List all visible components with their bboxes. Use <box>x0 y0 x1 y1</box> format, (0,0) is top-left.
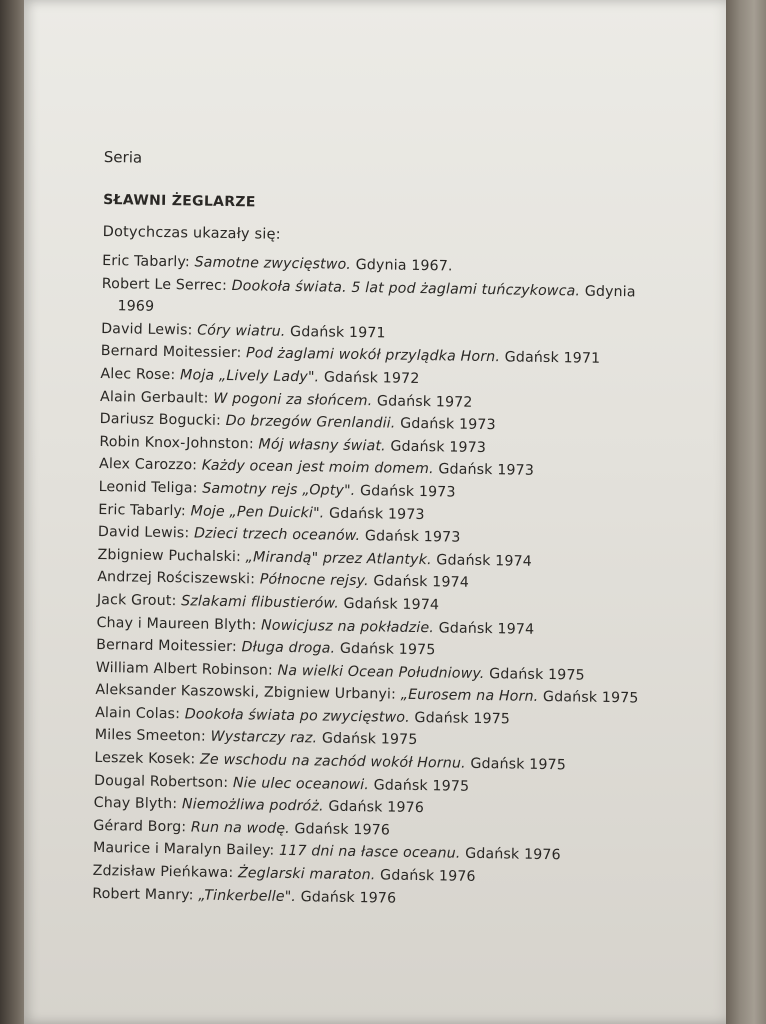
book-place-year: Gdańsk 1972 <box>376 392 473 411</box>
book-place-year: Gdańsk 1975 <box>373 776 470 795</box>
book-title: Córy wiatru. <box>197 322 286 340</box>
book-place-year: Gdańsk 1975 <box>489 665 585 684</box>
book-author: Robert Le Serrec: <box>101 275 228 294</box>
series-label: Seria <box>103 148 143 167</box>
book-place-year: Gdańsk 1973 <box>364 528 461 546</box>
book-author: Robin Knox-Johnston: <box>99 433 254 453</box>
book-place-year: Gdańsk 1973 <box>390 438 487 456</box>
book-place-year: Gdańsk 1975 <box>339 640 436 659</box>
book-place-year: Gdańsk 1974 <box>343 595 440 614</box>
book-title: Nowicjusz na pokładzie. <box>260 617 435 636</box>
book-title: Szlakami flibustierów. <box>181 593 340 612</box>
book-place-year: Gdańsk 1972 <box>323 369 420 387</box>
book-title: Długa droga. <box>241 639 336 657</box>
book-title: Dookoła świata po zwycięstwo. <box>184 706 410 726</box>
book-author: Alain Colas: <box>95 704 181 723</box>
book-place-year: Gdańsk 1975 <box>542 689 639 707</box>
book-author: Miles Smeeton: <box>94 727 207 746</box>
book-place-year: Gdańsk 1973 <box>400 415 496 434</box>
book-place-year: Gdańsk 1973 <box>359 483 456 501</box>
book-title: Mój własny świat. <box>258 436 386 455</box>
book-place-year: Gdańsk 1974 <box>436 551 533 570</box>
book-title: Moje „Pen Duicki". <box>190 502 325 522</box>
book-title: „Mirandą" przez Atlantyk. <box>245 548 432 568</box>
page-edge-right <box>726 0 766 1024</box>
series-title: SŁAWNI ŻEGLARZE <box>103 191 256 211</box>
book-place-year: Gdańsk 1976 <box>294 820 391 839</box>
book-title: Żeglarski maraton. <box>237 865 376 884</box>
book-place-year: Gdańsk 1975 <box>470 755 567 774</box>
book-author: Alex Carozzo: <box>98 456 198 474</box>
book-author: Zbigniew Puchalski: <box>97 546 242 565</box>
book-author: Maurice i Maralyn Bailey: <box>92 840 275 860</box>
book-title: Wystarczy raz. <box>210 729 318 747</box>
book-title: Moja „Lively Lady". <box>179 367 320 386</box>
book-author: Alain Gerbault: <box>99 388 209 407</box>
book-title: Ze wschodu na zachód wokół Hornu. <box>199 751 466 772</box>
book-title: Niemożliwa podróż. <box>181 796 324 815</box>
book-title: W pogoni za słońcem. <box>213 390 373 409</box>
book-author: Aleksander Kaszowski, Zbigniew Urbanyi: <box>95 682 397 703</box>
book-author: Dougal Robertson: <box>93 772 229 791</box>
book-title: Każdy ocean jest moim domem. <box>201 457 434 478</box>
book-author: Andrzej Rościszewski: <box>97 569 256 588</box>
book-place-year: Gdańsk 1975 <box>321 730 418 749</box>
book-title: „Eurosem na Horn. <box>400 687 539 706</box>
book-author: Eric Tabarly: <box>98 501 187 519</box>
book-author: David Lewis: <box>97 524 190 542</box>
book-title: 117 dni na łasce oceanu. <box>278 843 461 863</box>
book-author: Robert Manry: <box>92 885 194 904</box>
book-place-year: Gdańsk 1973 <box>438 461 535 480</box>
book-list <box>92 250 674 914</box>
book-place-year: Gdańsk 1974 <box>373 573 470 592</box>
book-author: Zdzisław Pieńkawa: <box>92 862 234 882</box>
book-place-year: Gdynia 1969 <box>117 283 636 315</box>
book-author: Chay i Maureen Blyth: <box>96 614 257 633</box>
book-place-year: Gdańsk 1976 <box>328 798 425 817</box>
book-author: Chay Blyth: <box>93 795 178 813</box>
book-title: Na wielki Ocean Południowy. <box>277 662 485 682</box>
book-place-year: Gdańsk 1974 <box>438 619 535 638</box>
book-title: Do brzegów Grenlandii. <box>225 413 396 432</box>
book-author: Bernard Moitessier: <box>96 637 237 656</box>
book-author: Leszek Kosek: <box>94 749 196 768</box>
book-place-year: Gdańsk 1976 <box>379 867 476 885</box>
book-author: Eric Tabarly: <box>102 252 190 271</box>
book-author: David Lewis: <box>101 320 193 339</box>
book-title: Samotny rejs „Opty". <box>202 480 356 499</box>
book-place-year: Gdańsk 1971 <box>289 323 386 342</box>
book-author: Bernard Moitessier: <box>100 343 242 362</box>
book-title: Dzieci trzech oceanów. <box>193 525 361 545</box>
book-title: Nie ulec oceanowi. <box>232 774 370 793</box>
book-author: Jack Grout: <box>96 591 177 610</box>
book-author: Leonid Teliga: <box>98 478 198 497</box>
book-place-year: Gdańsk 1975 <box>414 709 511 728</box>
page-content <box>92 148 676 914</box>
book-author: Dariusz Bogucki: <box>99 411 222 430</box>
book-title: Dookoła świata. 5 lat pod żaglami tuńczykowca. <box>231 277 581 300</box>
book-author: William Albert Robinson: <box>95 659 274 679</box>
book-place-year: Gdańsk 1976 <box>465 846 561 864</box>
book-title: Północne rejsy. <box>259 571 369 590</box>
book-place-year: Gdańsk 1971 <box>504 349 601 368</box>
book-title: Pod żaglami wokół przylądka Horn. <box>245 345 501 366</box>
book-author: Gérard Borg: <box>93 817 187 836</box>
book-title: Samotne zwycięstwo. <box>194 254 352 273</box>
list-intro: Dotychczas ukazały się: <box>102 223 281 243</box>
book-author: Alec Rose: <box>100 365 176 384</box>
book-place-year: Gdańsk 1973 <box>328 505 425 523</box>
book-place-year: Gdynia 1967. <box>355 256 453 275</box>
book-title: „Tinkerbelle". <box>198 887 297 905</box>
book-place-year: Gdańsk 1976 <box>300 888 397 907</box>
book-title: Run na wodę. <box>190 819 290 837</box>
